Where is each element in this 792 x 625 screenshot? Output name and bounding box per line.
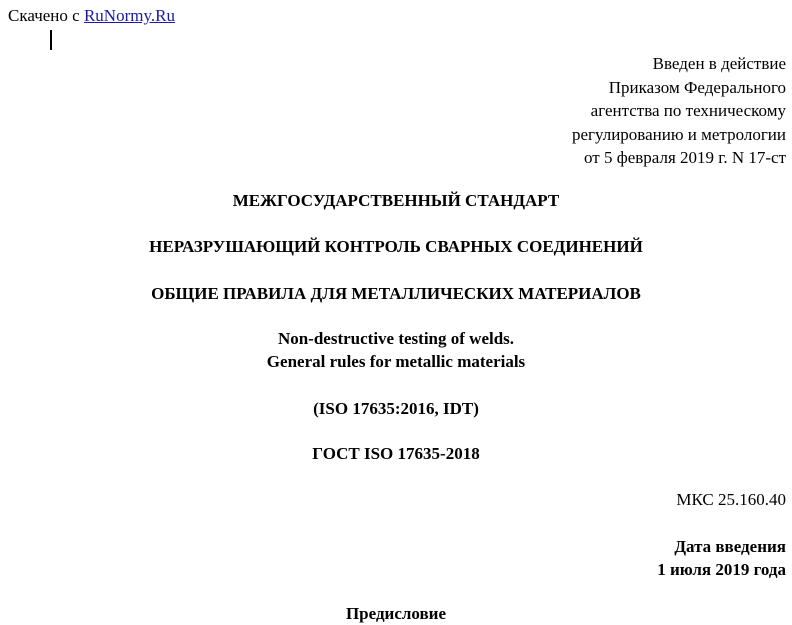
introduction-date-label: Дата введения [674, 537, 786, 556]
source-line [8, 5, 175, 27]
iso-reference: (ISO 17635:2016, IDT) [313, 399, 479, 418]
enactment-line: Приказом Федерального [608, 77, 786, 97]
enactment-line: регулированию и метрологии [571, 124, 786, 144]
introduction-date [657, 535, 786, 581]
text-cursor [50, 30, 52, 50]
foreword-heading: Предисловие [345, 604, 447, 623]
title-en-line-1: Non-destructive testing of welds. [277, 329, 515, 348]
enactment-line: Введен в действие [652, 54, 786, 73]
introduction-date-value: 1 июля 2019 года [657, 560, 786, 579]
mks-code: МКС 25.160.40 [676, 490, 786, 509]
title-ru-line-2: ОБЩИЕ ПРАВИЛА ДЛЯ МЕТАЛЛИЧЕСКИХ МАТЕРИАЛОВ [151, 284, 641, 303]
title-en-line-2: General rules for metallic materials [266, 352, 526, 371]
enactment-line: агентства по техническому [590, 101, 786, 120]
enactment-note [572, 52, 786, 170]
title-en [0, 327, 792, 373]
source-link[interactable]: RuNormy.Ru [83, 6, 175, 25]
enactment-line: от 5 февраля 2019 г. N 17-ст [583, 148, 786, 167]
title-ru-line-1: НЕРАЗРУШАЮЩИЙ КОНТРОЛЬ СВАРНЫХ СОЕДИНЕНИЙ [149, 237, 643, 256]
standard-designation: ГОСТ ISO 17635-2018 [312, 444, 480, 463]
source-prefix: Скачено с [8, 6, 80, 25]
standard-type: МЕЖГОСУДАРСТВЕННЫЙ СТАНДАРТ [232, 191, 560, 210]
